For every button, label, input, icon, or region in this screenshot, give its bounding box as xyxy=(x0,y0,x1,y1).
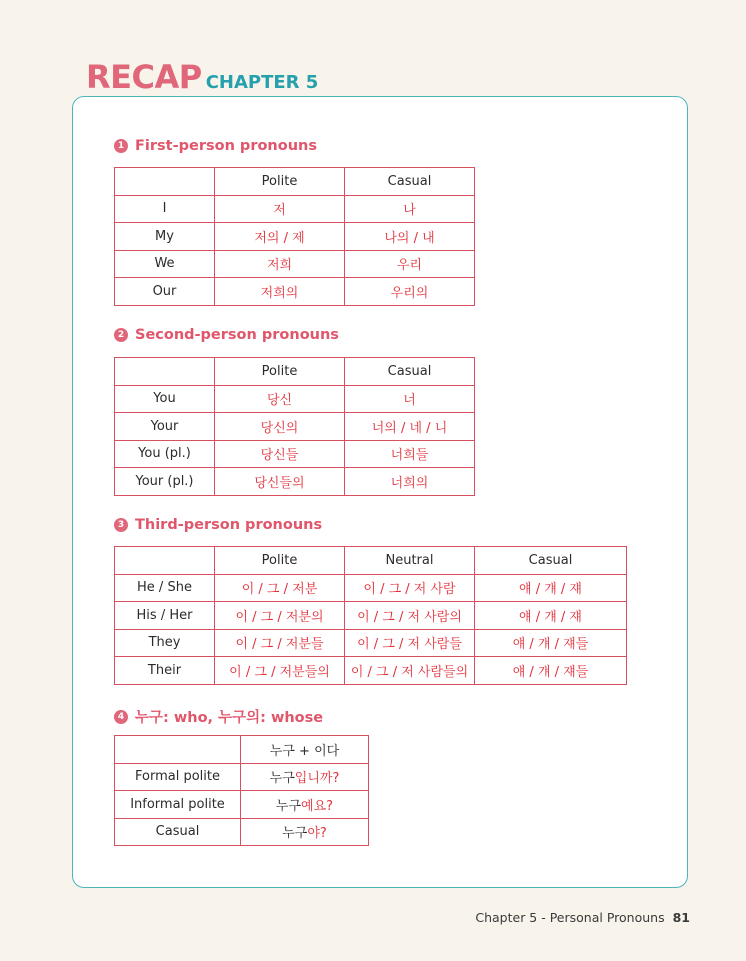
header-cell: Polite xyxy=(215,358,345,386)
table-row xyxy=(115,791,369,819)
header-cell xyxy=(115,736,241,764)
casual-cell: 얘 / 걔 / 쟤 xyxy=(475,574,627,602)
header-cell: 누구 + 이다 xyxy=(241,736,369,764)
row-label: We xyxy=(115,250,215,278)
nugu-ending: 예요? xyxy=(301,798,334,814)
page-footer xyxy=(475,910,690,925)
table-row xyxy=(115,250,475,278)
table-row xyxy=(115,468,475,496)
row-label: You xyxy=(115,385,215,413)
casual-cell: 나 xyxy=(345,195,475,223)
section-number-badge: 4 xyxy=(114,710,128,724)
header-cell: Casual xyxy=(345,168,475,196)
nugu-cell xyxy=(241,791,369,819)
third-person-table xyxy=(114,546,627,685)
nugu-ending: 입니까? xyxy=(294,771,340,787)
casual-cell: 얘 / 걔 / 쟤 xyxy=(475,602,627,630)
section-title: Second-person pronouns xyxy=(135,327,339,343)
row-label: He / She xyxy=(115,574,215,602)
neutral-cell: 이 / 그 / 저 사람들의 xyxy=(345,657,475,685)
section-number-badge: 1 xyxy=(114,139,128,153)
header-cell xyxy=(115,358,215,386)
polite-cell: 당신의 xyxy=(215,413,345,441)
row-label: Your (pl.) xyxy=(115,468,215,496)
polite-cell: 당신 xyxy=(215,385,345,413)
table-row xyxy=(115,413,475,441)
polite-cell: 저희 xyxy=(215,250,345,278)
casual-cell: 얘 / 걔 / 쟤들 xyxy=(475,629,627,657)
table-row xyxy=(115,602,627,630)
polite-cell: 당신들 xyxy=(215,440,345,468)
table-row xyxy=(115,818,369,846)
section-title: Third-person pronouns xyxy=(135,517,323,533)
section-number-badge: 2 xyxy=(114,328,128,342)
casual-cell: 너희들 xyxy=(345,440,475,468)
row-label: They xyxy=(115,629,215,657)
nugu-base: 누구 xyxy=(269,771,295,787)
header-cell: Casual xyxy=(475,547,627,575)
table-row xyxy=(115,223,475,251)
row-label: Informal polite xyxy=(115,791,241,819)
nugu-ending: 야? xyxy=(307,826,327,842)
row-label: You (pl.) xyxy=(115,440,215,468)
polite-cell: 이 / 그 / 저분의 xyxy=(215,602,345,630)
table-row xyxy=(115,629,627,657)
neutral-cell: 이 / 그 / 저 사람의 xyxy=(345,602,475,630)
polite-cell: 당신들의 xyxy=(215,468,345,496)
polite-cell: 저의 / 제 xyxy=(215,223,345,251)
nugu-table xyxy=(114,735,369,846)
casual-cell: 너희의 xyxy=(345,468,475,496)
section-4-heading xyxy=(114,706,323,727)
polite-cell: 저희의 xyxy=(215,278,345,306)
polite-cell: 이 / 그 / 저분 xyxy=(215,574,345,602)
row-label: His / Her xyxy=(115,602,215,630)
table-row xyxy=(115,385,475,413)
table-row xyxy=(115,195,475,223)
section-title: 누구: who, 누구의: whose xyxy=(135,710,324,726)
second-person-table xyxy=(114,357,475,496)
polite-cell: 이 / 그 / 저분들의 xyxy=(215,657,345,685)
nugu-cell xyxy=(241,763,369,791)
nugu-base: 누구 xyxy=(282,826,308,842)
table-row xyxy=(115,657,627,685)
casual-cell: 너의 / 네 / 니 xyxy=(345,413,475,441)
nugu-cell xyxy=(241,818,369,846)
page-header xyxy=(86,58,318,96)
casual-cell: 얘 / 걔 / 쟤들 xyxy=(475,657,627,685)
table-header-row xyxy=(115,358,475,386)
table-row xyxy=(115,278,475,306)
table-header-row xyxy=(115,736,369,764)
table-row xyxy=(115,574,627,602)
casual-cell: 우리 xyxy=(345,250,475,278)
neutral-cell: 이 / 그 / 저 사람 xyxy=(345,574,475,602)
page-number: 81 xyxy=(672,910,690,925)
section-number-badge: 3 xyxy=(114,518,128,532)
table-header-row xyxy=(115,547,627,575)
neutral-cell: 이 / 그 / 저 사람들 xyxy=(345,629,475,657)
casual-cell: 너 xyxy=(345,385,475,413)
section-title: First-person pronouns xyxy=(135,138,317,154)
chapter-label: CHAPTER 5 xyxy=(205,72,319,93)
header-cell: Polite xyxy=(215,168,345,196)
header-cell xyxy=(115,547,215,575)
casual-cell: 우리의 xyxy=(345,278,475,306)
table-header-row xyxy=(115,168,475,196)
row-label: Their xyxy=(115,657,215,685)
polite-cell: 이 / 그 / 저분들 xyxy=(215,629,345,657)
row-label: Your xyxy=(115,413,215,441)
first-person-table xyxy=(114,167,475,306)
recap-title: RECAP xyxy=(86,58,202,96)
footer-chapter-text: Chapter 5 - Personal Pronouns xyxy=(475,910,665,925)
nugu-base: 누구 xyxy=(275,798,302,814)
table-row xyxy=(115,763,369,791)
row-label: Formal polite xyxy=(115,763,241,791)
header-cell: Polite xyxy=(215,547,345,575)
polite-cell: 저 xyxy=(215,195,345,223)
table-row xyxy=(115,440,475,468)
header-cell: Neutral xyxy=(345,547,475,575)
section-3-heading xyxy=(114,517,322,533)
section-1-heading xyxy=(114,138,317,154)
row-label: Casual xyxy=(115,818,241,846)
row-label: My xyxy=(115,223,215,251)
header-cell xyxy=(115,168,215,196)
row-label: Our xyxy=(115,278,215,306)
row-label: I xyxy=(115,195,215,223)
header-cell: Casual xyxy=(345,358,475,386)
casual-cell: 나의 / 내 xyxy=(345,223,475,251)
section-2-heading xyxy=(114,327,339,343)
